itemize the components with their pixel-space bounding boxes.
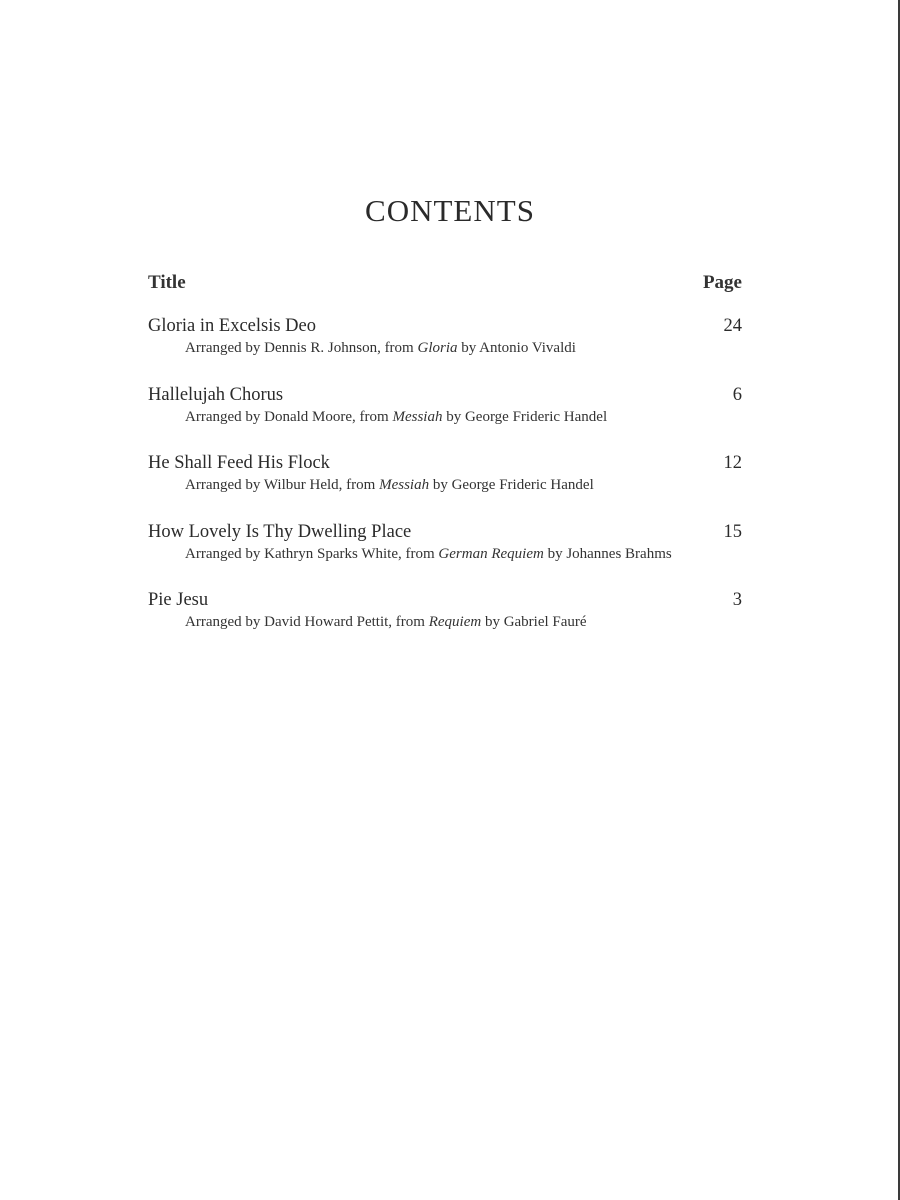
credit-prefix: Arranged by Donald Moore, from — [185, 408, 393, 425]
entry-page-number: 6 — [732, 384, 742, 405]
entry-title: Hallelujah Chorus — [148, 384, 284, 405]
credit-prefix: Arranged by Kathryn Sparks White, from — [185, 545, 439, 562]
entry-credit — [185, 409, 607, 426]
entry-credit — [185, 546, 672, 563]
credit-work: Gloria — [417, 340, 458, 356]
entry-title: Pie Jesu — [148, 590, 209, 610]
entry-credit — [185, 340, 576, 357]
credit-work: Messiah — [379, 477, 430, 493]
entry-credit — [185, 614, 587, 631]
contents-entry[interactable] — [148, 590, 742, 659]
contents-entry[interactable] — [148, 453, 742, 522]
entry-page-number: 12 — [723, 453, 742, 473]
contents-list — [148, 316, 742, 659]
entry-page-number: 15 — [723, 521, 742, 542]
entry-page-number: 3 — [732, 590, 742, 610]
entry-page-number: 24 — [723, 316, 742, 336]
credit-suffix: by Antonio Vivaldi — [457, 340, 576, 356]
credit-work: Messiah — [392, 408, 443, 425]
entry-title: How Lovely Is Thy Dwelling Place — [148, 521, 412, 542]
credit-suffix: by George Frideric Handel — [429, 477, 594, 493]
contents-entry[interactable] — [148, 316, 742, 385]
entry-title: Gloria in Excelsis Deo — [148, 316, 316, 336]
credit-work: German Requiem — [438, 545, 544, 562]
entry-credit — [185, 477, 594, 494]
entry-title: He Shall Feed His Flock — [148, 453, 330, 473]
contents-entry[interactable] — [148, 522, 742, 591]
credit-work: Requiem — [428, 614, 482, 630]
contents-heading: CONTENTS — [365, 193, 535, 228]
credit-suffix: by George Frideric Handel — [442, 408, 608, 425]
credit-prefix: Arranged by David Howard Pettit, from — [185, 614, 429, 630]
credit-suffix: by Gabriel Fauré — [481, 614, 587, 630]
contents-entry[interactable] — [148, 385, 742, 454]
credit-suffix: by Johannes Brahms — [543, 545, 672, 562]
credit-prefix: Arranged by Dennis R. Johnson, from — [185, 340, 418, 356]
credit-prefix: Arranged by Wilbur Held, from — [185, 477, 380, 493]
column-header-title: Title — [148, 272, 186, 293]
column-header-page: Page — [702, 272, 742, 293]
